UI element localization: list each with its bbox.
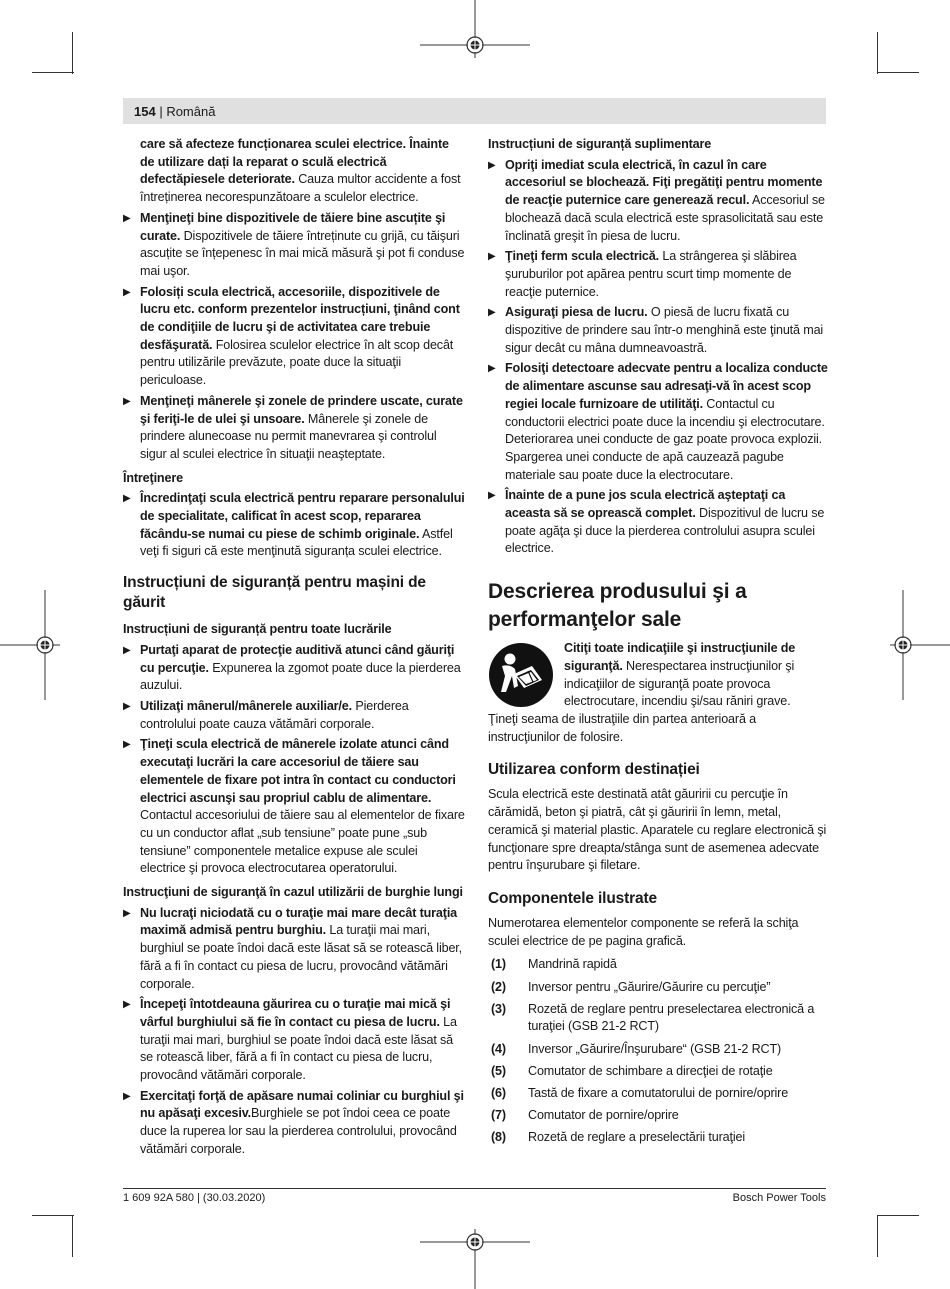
bullet-arrow-icon: ▶ — [488, 307, 496, 319]
bullet-arrow-icon: ▶ — [123, 212, 131, 224]
safety-item: ▶ Menţineţi bine dispozitivele de tăiere bine ascuțite şi curate. Dispozitivele de tăiere întreținute cu grijă, cu tăişuri ascuțite se înțepenesc în mai mică măsură şi pot fi conduse mai uşor. — [123, 210, 465, 278]
all-operations-title: Instrucțiuni de siguranță pentru toate lucrările — [123, 622, 392, 637]
registration-mark-right — [890, 590, 950, 700]
bullet-arrow-icon: ▶ — [488, 159, 496, 171]
language-label: Română — [166, 104, 216, 119]
bullet-arrow-icon: ▶ — [488, 490, 496, 502]
bullet-arrow-icon: ▶ — [488, 363, 496, 375]
bullet-arrow-icon: ▶ — [123, 395, 131, 407]
intended-use-title: Utilizarea conform destinației — [488, 761, 700, 779]
components-list — [488, 956, 828, 1147]
bullet-arrow-icon: ▶ — [123, 999, 131, 1011]
intended-use-text: Scula electrică este destinată atât găuririi cu percuţie în cărămidă, beton şi piatră, cât şi găuririi în lemn, metal, ceramică şi material plastic. Aparatele cu reglare electronică şi funcţionare spre dreapta/stânga sunt de asemenea adecvate pentru înşurubare şi filetare. — [488, 787, 827, 873]
left-column — [123, 136, 466, 1162]
page-header: 154 | Română — [134, 104, 216, 119]
illustrations-note: Ţineţi seama de ilustraţiile din partea anterioară a instrucţiunilor de folosire. — [488, 711, 757, 744]
safety-item: ▶ Menţineţi mânerele şi zonele de prindere uscate, curate şi feriţi-le de ulei şi unsoare. Mânerele şi zonele de prindere alunecoase nu permit manevrarea şi controlul sigur al sculei electrice în situaţii neaşteptate. — [123, 393, 463, 461]
safety-item: ▶ Exercitaţi forţă de apăsare numai coliniar cu burghiul şi nu apăsaţi excesiv.Burghiele se pot îndoi ceea ce poate duce la ruperea lor sau la pierderea controlului, provocând vătămări corporale. — [123, 1088, 464, 1156]
component-item: (6) Tastă de fixare a comutatorului de pornire/oprire — [491, 1086, 789, 1101]
component-item: (3) Rozetă de reglare pentru preselectarea electronică a turaţiei (GSB 21-2 RCT) — [491, 1001, 815, 1034]
drill-safety-title: Instrucțiuni de siguranță pentru mașini de găurit — [123, 574, 426, 612]
intro-paragraph: care să afecteze funcționarea sculei electrice. Înainte de utilizare dați la reparat o sculă electrică defectăpiesele deteriorate. Cauza multor accidente a fost întreținerea necorespunzătoare a sculelor electrice. — [140, 137, 461, 205]
document-id: 1 609 92A 580 | (30.03.2020) — [123, 1192, 266, 1204]
registration-mark-bottom — [420, 1229, 530, 1289]
bullet-arrow-icon: ▶ — [488, 251, 496, 263]
component-item: (2) Inversor pentru „Găurire/Găurire cu percuţie” — [491, 979, 771, 994]
safety-item: ▶ Folosiți scula electrică, accesoriile, dispozitivele de lucru etc. conform prezentelor instrucțiuni, ţinând cont de condiţiile de lucru şi de activitatea care trebuie desfăşurată. Folosirea sculelor electrice în alt scop decât pentru utilizările prevăzute, poate duce la situaţii periculoase. — [123, 284, 460, 388]
registration-mark-left — [0, 590, 60, 700]
safety-item: ▶ Folosiţi detectoare adecvate pentru a localiza conducte de alimentare ascunse sau adresaţi-vă în acest scop regiei locale furnizoare de utilităţi. Contactul cu conductorii electrici poate duce la incendiu şi electrocutare. Deteriorarea unei conducte de gaz poate provoca explozii. Spargerea unei conducte de apă cauzează pagube materiale sau poate duce la electrocutare. — [488, 361, 828, 482]
safety-item: ▶ Înainte de a pune jos scula electrică aşteptaţi ca aceasta să se oprească complet. Dispozitivul de lucru se poate agăţa şi duce la pierderea controlului asupra sculei electrice. — [488, 488, 825, 556]
product-description-title: Descrierea produsului şi a performanţelor sale — [488, 580, 747, 632]
safety-item: ▶ Încredinţaţi scula electrică pentru reparare personalului de specialitate, calificat în acest scop, repararea făcându-se numai cu piese de schimb originale. Astfel veţi fi siguri că este menţinută siguranța sculei electrice. — [123, 491, 465, 559]
warning-block: Citiţi toate indicaţiile şi instrucţiunile de siguranţă. Nerespectarea instrucţiunilor şi indicaţiilor de siguranţă poate provoca electrocutare, incendiu şi/sau răniri grave. — [488, 640, 828, 711]
bullet-arrow-icon: ▶ — [123, 493, 131, 505]
safety-item: ▶ Utilizaţi mânerul/mânerele auxiliar/e. Pierderea controlului poate cauza vătămări corporale. — [123, 698, 409, 731]
safety-item: ▶ Purtaţi aparat de protecţie auditivă atunci când găuriţi cu percuţie. Expunerea la zgomot poate duce la pierderea auzului. — [123, 642, 461, 693]
page-number: 154 — [134, 104, 156, 119]
component-item: (7) Comutator de pornire/oprire — [491, 1108, 679, 1123]
header-band — [123, 98, 826, 124]
right-column — [488, 136, 828, 1152]
read-manual-icon — [488, 642, 554, 708]
bullet-arrow-icon: ▶ — [123, 907, 131, 919]
components-intro: Numerotarea elementelor componente se referă la schiţa sculei electrice de pe pagina grafică. — [488, 915, 799, 948]
registration-mark-top — [420, 0, 530, 60]
bullet-arrow-icon: ▶ — [123, 1090, 131, 1102]
safety-item: ▶ Nu lucraţi niciodată cu o turaţie mai mare decât turaţia maximă admisă pentru burghiu. La turaţii mai mari, burghiul se poate îndoi dacă este lăsat să se rotească liber, fără a fi în contact cu piesa de lucru, provocând vătămări corporale. — [123, 905, 462, 991]
brand-label: Bosch Power Tools — [732, 1192, 826, 1204]
bullet-arrow-icon: ▶ — [123, 739, 131, 751]
bullet-arrow-icon: ▶ — [123, 700, 131, 712]
extra-safety-title: Instrucțiuni de siguranță suplimentare — [488, 137, 712, 151]
component-item: (8) Rozetă de reglare a preselectării turaţiei — [491, 1130, 746, 1145]
footer-rule — [123, 1188, 826, 1189]
maintenance-title: Întreţinere — [123, 470, 183, 485]
safety-item: ▶ Începeţi întotdeauna găurirea cu o turaţie mai mică şi vârful burghiului să fie în contact cu piesa de lucru. La turaţii mai mari, burghiul se poate îndoi dacă este lăsat să se rotească liber, fără a fi în contact cu piesa de lucru, provocând vătămări corporale. — [123, 997, 457, 1083]
safety-item: ▶ Opriţi imediat scula electrică, în cazul în care accesoriul se blochează. Fiţi pregătiţi pentru momente de reacţie puternice care generează recul. Accesoriul se blochează dacă scula electrică este sprasolicitată sau este înclinată greşit în piesa de lucru. — [488, 157, 825, 243]
component-item: (5) Comutator de schimbare a direcţiei de rotaţie — [491, 1063, 773, 1078]
safety-item: ▶ Ţineţi ferm scula electrică. La strângerea şi slăbirea şuruburilor pot apărea pentru scurt timp momente de reacţie puternice. — [488, 249, 797, 299]
component-item: (4) Inversor „Găurire/Înşurubare“ (GSB 21-2 RCT) — [491, 1041, 782, 1056]
components-title: Componentele ilustrate — [488, 889, 657, 907]
safety-item: ▶ Ţineţi scula electrică de mânerele izolate atunci când executaţi lucrări la care accesoriul de tăiere sau elementele de fixare pot intra în contact cu conductori electrici ascunşi sau propriul cablu de alimentare. Contactul accesoriului de tăiere sau al elementelor de fixare cu un conductor aflat „sub tensiune” poate pune „sub tensiune” componentele metalice expuse ale sculei electrice şi provoca electrocutarea operatorului. — [123, 737, 465, 876]
component-item: (1) Mandrină rapidă — [491, 957, 617, 972]
long-bits-title: Instrucţiuni de siguranţă în cazul utilizării de burghie lungi — [123, 885, 463, 900]
bullet-arrow-icon: ▶ — [123, 644, 131, 656]
bullet-arrow-icon: ▶ — [123, 286, 131, 298]
safety-item: ▶ Asiguraţi piesa de lucru. O piesă de lucru fixată cu dispozitive de prindere sau într-o menghină este ţinută mai sigur decât cu mâna dumneavoastră. — [488, 305, 824, 355]
